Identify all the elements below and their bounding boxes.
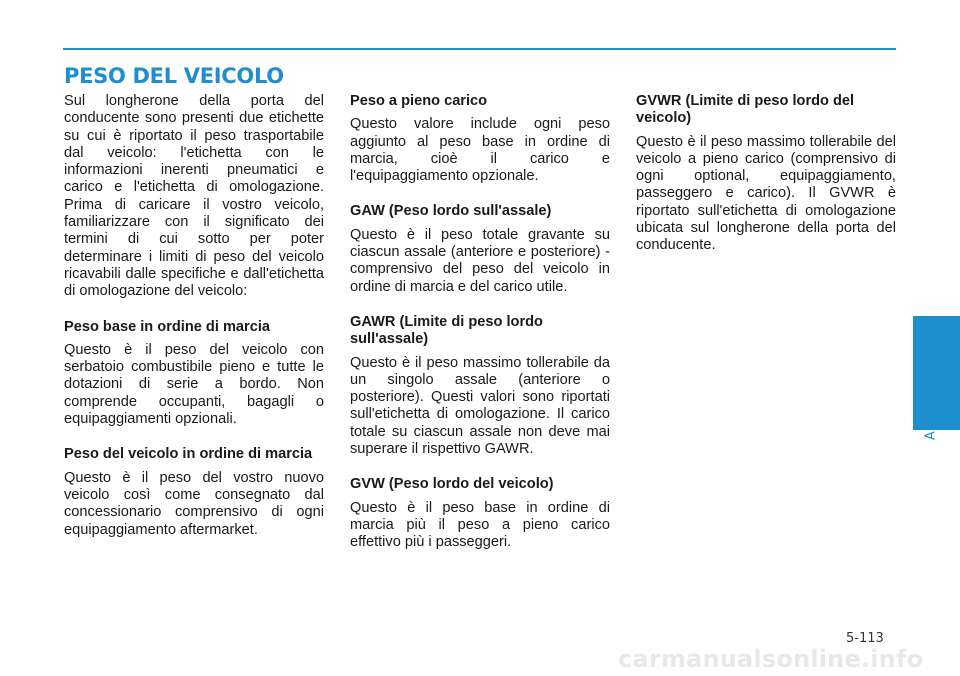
definition-body: Questo è il peso del veicolo con serbatoio combustibile pieno e tutte le dotazioni di serie a bordo. Non comprende occupanti, bagagli o equipaggiamenti opzionali. <box>64 341 324 428</box>
column-3 <box>636 93 896 273</box>
page-number: 5-113 <box>846 631 884 646</box>
definition-heading: GVW (Peso lordo del veicolo) <box>350 476 554 493</box>
section-title: PESO DEL VEICOLO <box>64 64 284 88</box>
definition-body: Questo è il peso base in ordine di marcia più il peso a pieno carico effettivo più i passeggeri. <box>350 499 610 551</box>
definition-heading: Peso del veicolo in ordine di marcia <box>64 446 313 463</box>
definition-heading: GAW (Peso lordo sull'assale) <box>350 203 552 220</box>
definition-heading: Peso a pieno carico <box>350 93 488 109</box>
definition-heading: Peso base in ordine di marcia <box>64 318 271 335</box>
definition-body: Questo è il peso totale gravante su ciascun assale (anteriore e posteriore) - comprensivo del peso del veicolo in ordine di marcia e del carico utile. <box>350 226 610 295</box>
watermark: carmanualsonline.info <box>618 645 924 673</box>
definition-body: Questo è il peso massimo tollerabile del veicolo a pieno carico (comprensivo di ogni optional, equipaggiamento, passeggero e carico). Il GVWR è riportato sull'etichetta di omologazione ubicata sul longherone della porta del conducente. <box>636 133 896 254</box>
definition-block <box>64 446 324 538</box>
definition-body: Questo valore include ogni peso aggiunto al peso base in ordine di marcia, cioè il carico e l'equipaggiamento opzionale. <box>350 116 610 185</box>
definition-heading: GVWR (Limite di peso lordo del veicolo) <box>636 93 855 127</box>
top-divider <box>63 48 896 50</box>
chapter-label-text: Al volante <box>923 374 939 441</box>
column-2 <box>350 93 610 570</box>
intro-paragraph: Sul longherone della porta del conducente sono presenti due etichette su cui è riportato il peso trasportabile dal veicolo: l'etichetta con le informazioni inerenti pneumatici e carico e l'etichetta di omologazione. Prima di caricare il vostro veicolo, familiarizzare con il significato dei termini di cui sotto per poter determinare i limiti di peso del veicolo ricavabili dalle specifiche e dall'etichetta di omologazione del veicolo: <box>64 93 324 300</box>
definition-body: Questo è il peso del vostro nuovo veicolo così come consegnato dal concessionario comprensivo di ogni equipaggiamento aftermarket. <box>64 469 324 538</box>
definition-block <box>350 314 610 458</box>
definition-body: Questo è il peso massimo tollerabile da un singolo assale (anteriore o posteriore). Questi valori sono riportati sull'etichetta di omologazione. Il carico totale su ciascun assale non deve mai superare il rispettivo GAWR. <box>350 354 610 458</box>
definition-block <box>350 476 610 551</box>
definition-block <box>64 319 324 429</box>
definition-block <box>350 203 610 295</box>
definition-heading: GAWR (Limite di peso lordo sull'assale) <box>350 313 543 348</box>
definition-block <box>350 93 610 185</box>
definition-block <box>636 93 896 255</box>
column-1 <box>64 93 324 557</box>
